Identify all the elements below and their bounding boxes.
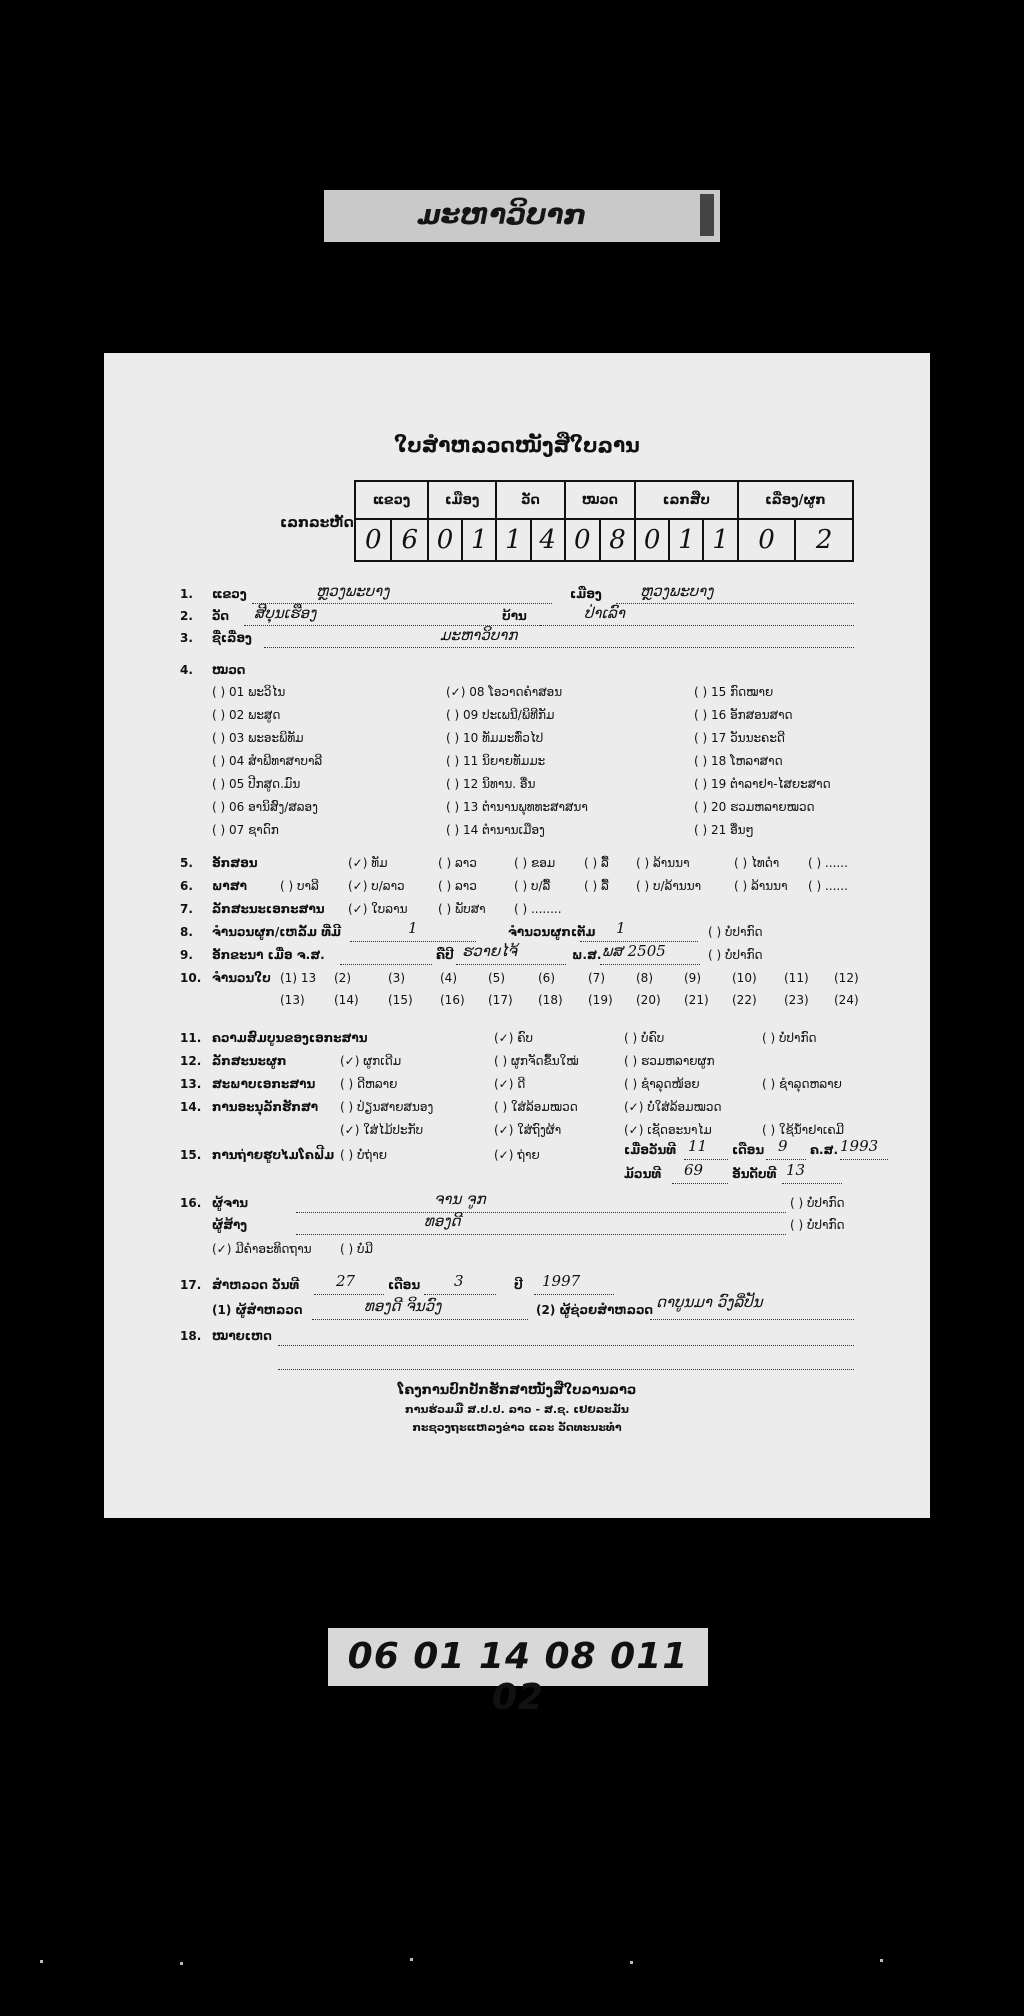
fascicle-type-option[interactable]: ( ) ຮວມຫລາຍຜູກ [624, 1054, 715, 1068]
full-fascicle-label: ຈຳນວນຜູກເຕັມ [508, 925, 596, 939]
leaf-count-cell: (9) [684, 971, 701, 985]
district-label: ເມືອງ [570, 587, 602, 601]
province-value: ຫຼວງພະບາງ [316, 582, 390, 600]
script-option[interactable]: ( ) ...... [808, 856, 848, 870]
row-number: 5. [180, 856, 193, 870]
condition-option[interactable]: ( ) ຊຳລຸດໜ້ອຍ [624, 1077, 700, 1091]
category-option[interactable]: ( ) 14 ຕຳນານເມືອງ [446, 823, 545, 837]
roll-label: ມ້ວນທີ [624, 1167, 662, 1181]
row-number: 18. [180, 1329, 202, 1343]
row-number: 7. [180, 902, 193, 916]
script-option[interactable]: (✓) ທັມ [348, 856, 388, 870]
condition-label: ສະພາບເອກະສານ [212, 1077, 316, 1091]
colophon-option[interactable]: ( ) ບໍ່ມີ [340, 1242, 373, 1256]
microfilm-year-label: ຄ.ສ. [810, 1143, 839, 1157]
category-option[interactable]: ( ) 10 ທັມມະທົ່ວໄປ [446, 731, 544, 745]
category-option[interactable]: ( ) 05 ປີກສູດ.ມົນ [212, 777, 301, 791]
dotted-line [350, 941, 476, 942]
microfilm-year: 1993 [840, 1137, 879, 1155]
completeness-label: ຄວາມສົມບູນຂອງເອກະສານ [212, 1031, 368, 1045]
dotted-line [840, 1159, 888, 1160]
dotted-line [264, 647, 854, 648]
language-option[interactable]: ( ) ລື້ [584, 879, 609, 893]
leaf-count-cell: (8) [636, 971, 653, 985]
dotted-line [296, 1212, 786, 1213]
row-number: 13. [180, 1077, 202, 1091]
village-value: ປ່າເລົາ [584, 604, 625, 622]
leaf-count-cell: (16) [440, 993, 465, 1007]
category-option[interactable]: ( ) 06 ອານິສົງ/ສລອງ [212, 800, 318, 814]
code-digit: 6 [391, 519, 428, 561]
fascicle-type-option[interactable]: ( ) ຜູກຈັດຂຶ້ນໃໝ່ [494, 1054, 579, 1068]
year-name-value: ຮວາຍໄຈ້ [462, 942, 517, 960]
not-shown-option[interactable]: ( ) ບໍ່ປາກົດ [790, 1218, 845, 1232]
frame-value: 13 [786, 1161, 806, 1179]
dotted-line [600, 964, 700, 965]
preservation-option[interactable]: (✓) ໃສ່ຖົງຜ້າ [494, 1123, 562, 1137]
script-label: ອັກສອນ [212, 856, 258, 870]
row-number: 2. [180, 609, 193, 623]
preservation-option[interactable]: ( ) ໃສ່ລ້ອມໝວດ [494, 1100, 578, 1114]
assistant-label: (2) ຜູ້ຊ່ວຍສຳຫລວດ [536, 1303, 654, 1317]
district-value: ຫຼວງພະບາງ [640, 582, 714, 600]
leaf-count-cell: (15) [388, 993, 413, 1007]
leaf-count-cell: (18) [538, 993, 563, 1007]
microfilm-label: ການຖ່າຍຮູບໄມໂຄຟີມ [212, 1148, 335, 1162]
code-header-fascicle: ເລື່ອງ/ຜູກ [738, 481, 853, 519]
be-year-value: ພສ 2505 [602, 942, 666, 960]
microfilm-month: 9 [778, 1137, 788, 1155]
language-option[interactable]: (✓) ບ/ລາວ [348, 879, 405, 893]
code-digit: 4 [531, 519, 565, 561]
year-name-label: ຄືປີ [436, 948, 454, 962]
film-noise [410, 1958, 413, 1961]
full-fascicle-value: 1 [616, 919, 626, 937]
category-option[interactable]: ( ) 12 ນິທານ. ອື່ນ [446, 777, 536, 791]
not-shown-option[interactable]: ( ) ບໍ່ປາກົດ [708, 925, 763, 939]
category-option[interactable]: ( ) 17 ວັນນະຄະດີ [694, 731, 785, 745]
script-option[interactable]: ( ) ລ້ານນາ [636, 856, 690, 870]
village-label: ບ້ານ [502, 609, 527, 623]
category-option[interactable]: ( ) 03 ພະອະພິທັມ [212, 731, 304, 745]
row-number: 14. [180, 1100, 202, 1114]
code-digit: 0 [428, 519, 462, 561]
dotted-line [424, 1294, 496, 1295]
preservation-option[interactable]: (✓) ໃສ່ໄມ້ປະກັບ [340, 1123, 424, 1137]
title-label: ຊື່ເລື່ອງ [212, 631, 252, 645]
surveyor-label: (1) ຜູ້ສຳຫລວດ [212, 1303, 303, 1317]
dotted-line [540, 625, 854, 626]
category-label: ໝວດ [212, 663, 246, 677]
survey-year: 1997 [542, 1272, 581, 1290]
dotted-line [312, 1319, 528, 1320]
film-noise [40, 1960, 43, 1963]
row-number: 10. [180, 971, 202, 985]
film-noise [880, 1959, 883, 1962]
dotted-line [616, 603, 854, 604]
code-digit: 0 [355, 519, 391, 561]
form-title: ໃບສຳຫລວດໜັງສືໃບລານ [394, 433, 640, 457]
code-header-province: ແຂວງ [355, 481, 428, 519]
leaf-count-cell: (1) 13 [280, 971, 317, 985]
surveyor-value: ທອງດີ ຈິນວົງ [364, 1297, 442, 1315]
title-card [324, 190, 720, 242]
preservation-label: ການອະນຸລັກຮັກສາ [212, 1100, 319, 1114]
dotted-line [534, 1294, 614, 1295]
dotted-line [650, 1319, 854, 1320]
category-option[interactable]: ( ) 21 ອື່ນໆ [694, 823, 754, 837]
leaf-count-cell: (12) [834, 971, 859, 985]
temple-label: ວັດ [212, 609, 230, 623]
fascicle-type-option[interactable]: (✓) ຜູກເດີມ [340, 1054, 402, 1068]
frame-label: ອັນດັບທີ [732, 1167, 777, 1181]
completeness-option[interactable]: (✓) ຄົບ [494, 1031, 533, 1045]
manuscript-number-card [328, 1628, 708, 1718]
condition-option[interactable]: ( ) ຊຳລຸດຫລາຍ [762, 1077, 842, 1091]
dotted-line [340, 964, 432, 965]
leaf-count-cell: (24) [834, 993, 859, 1007]
script-option[interactable]: ( ) ລາວ [438, 856, 477, 870]
fascicle-count-value: 1 [408, 919, 418, 937]
survey-year-label: ປີ [514, 1278, 523, 1292]
title-card-text: ມະຫາວິບາກ [417, 198, 587, 231]
category-option[interactable]: ( ) 01 ພະວິໄນ [212, 685, 286, 699]
language-option[interactable]: ( ) ...... [808, 879, 848, 893]
code-header-temple: ວັດ [496, 481, 564, 519]
code-digit: 0 [738, 519, 796, 561]
language-option[interactable]: ( ) ບ/ລື້ [514, 879, 551, 893]
row-number: 1. [180, 587, 193, 601]
be-label: ພ.ສ. [572, 948, 602, 962]
donor-label: ຜູ້ສ້າງ [212, 1218, 248, 1232]
row-number: 8. [180, 925, 193, 939]
inscription-date-label: ອັກຂະນາ ເມື່ອ ຈ.ສ. [212, 948, 325, 962]
category-option[interactable]: ( ) 19 ຕຳລາຢາ-ໄສຍະສາດ [694, 777, 831, 791]
code-header-category: ໝວດ [565, 481, 635, 519]
preservation-option[interactable]: (✓) ບໍ່ໃສ່ລ້ອມໝວດ [624, 1100, 722, 1114]
script-option[interactable]: ( ) ລື້ [584, 856, 609, 870]
category-option[interactable]: ( ) 20 ຮວມຫລາຍໝວດ [694, 800, 815, 814]
code-label: ເລກລະຫັດ [280, 515, 354, 531]
row-number: 11. [180, 1031, 202, 1045]
leaf-count-cell: (3) [388, 971, 405, 985]
leaves-label: ຈຳນວນໃບ [212, 971, 271, 985]
preservation-option[interactable]: ( ) ປ່ຽນສາຍສນອງ [340, 1100, 434, 1114]
dotted-line [456, 964, 566, 965]
material-option[interactable]: ( ) ........ [514, 902, 562, 916]
leaf-count-cell: (6) [538, 971, 555, 985]
leaf-count-cell: (13) [280, 993, 305, 1007]
survey-month: 3 [454, 1272, 464, 1290]
footer-line: ໂຄງການປົກປັກຮັກສາໜັງສືໃບລານລາວ [397, 1383, 637, 1398]
leaf-count-cell: (2) [334, 971, 351, 985]
dotted-line [278, 1345, 854, 1346]
condition-option[interactable]: ( ) ດີຫລາຍ [340, 1077, 398, 1091]
notes-label: ໝາຍເຫດ [212, 1329, 272, 1343]
colophon-option[interactable]: (✓) ມີຄຳອະທິດຖານ [212, 1242, 312, 1256]
code-digit: 2 [795, 519, 853, 561]
preservation-option[interactable]: (✓) ເຊັດອະນາໄມ [624, 1123, 712, 1137]
temple-value: ສີບຸນເຮືອງ [254, 604, 317, 622]
category-option[interactable]: ( ) 07 ຊາດົກ [212, 823, 279, 837]
category-option[interactable]: ( ) 11 ນິຍາຍທັມມະ [446, 754, 546, 768]
dotted-line [782, 1183, 842, 1184]
category-option[interactable]: ( ) 16 ອັກສອນສາດ [694, 708, 793, 722]
preservation-option[interactable]: ( ) ໃຊ້ນ້ຳຢາເຄມີ [762, 1123, 845, 1137]
row-number: 15. [180, 1148, 202, 1162]
script-option[interactable]: ( ) ໄທດຳ [734, 856, 780, 870]
fascicle-type-label: ລັກສະນະຜູກ [212, 1054, 287, 1068]
donor-value: ທອງດີ [424, 1212, 461, 1230]
survey-day: 27 [336, 1272, 356, 1290]
material-label: ລັກສະນະເອກະສານ [212, 902, 325, 916]
category-option[interactable]: ( ) 13 ຕຳນານພຸທທະສາສນາ [446, 800, 588, 814]
code-digit: 0 [565, 519, 600, 561]
survey-form-sheet [104, 353, 930, 1518]
leaf-count-cell: (5) [488, 971, 505, 985]
material-option[interactable]: ( ) ພັບສາ [438, 902, 486, 916]
code-header-serial: ເລກສືບ [635, 481, 738, 519]
fascicle-count-label: ຈຳນວນຜູກ/ເຫລັ້ມ ທີ່ມີ [212, 925, 342, 939]
row-number: 4. [180, 663, 193, 677]
language-option[interactable]: ( ) ລາວ [438, 879, 477, 893]
leaf-count-cell: (21) [684, 993, 709, 1007]
footer-line: ກະຊວງຖະແຫລງຂ່າວ ແລະ ວັດທະນະທຳ [412, 1421, 622, 1434]
leaf-count-cell: (11) [784, 971, 809, 985]
code-digit: 1 [669, 519, 703, 561]
footer-line: ການຮ່ວມມື ສ.ປ.ປ. ລາວ - ສ.ຊ. ເຢຍລະມັນ [405, 1403, 629, 1416]
category-option[interactable]: ( ) 09 ປະເພນີ/ພິທີກັມ [446, 708, 555, 722]
film-noise [180, 1962, 183, 1965]
microfilm-option[interactable]: (✓) ຖ່າຍ [494, 1148, 540, 1162]
microfilm-day: 11 [688, 1137, 708, 1155]
language-option[interactable]: ( ) ບາລີ [280, 879, 319, 893]
row-number: 9. [180, 948, 193, 962]
province-label: ແຂວງ [212, 587, 247, 601]
scribe-label: ຜູ້ຈານ [212, 1196, 249, 1210]
roll-value: 69 [684, 1161, 704, 1179]
film-noise [630, 1961, 633, 1964]
row-number: 3. [180, 631, 193, 645]
material-option[interactable]: (✓) ໃບລານ [348, 902, 408, 916]
title-value: ມະຫາວິບາກ [440, 626, 518, 644]
row-number: 16. [180, 1196, 202, 1210]
dotted-line [314, 1294, 384, 1295]
leaf-count-cell: (4) [440, 971, 457, 985]
not-shown-option[interactable]: ( ) ບໍ່ປາກົດ [708, 948, 763, 962]
category-option[interactable]: ( ) 15 ກົດໝາຍ [694, 685, 774, 699]
manuscript-number: 06 01 14 08 011 02 [347, 1636, 689, 1718]
survey-date-label: ສຳຫລວດ ວັນທີ [212, 1278, 300, 1292]
microfilm-month-label: ເດືອນ [732, 1143, 765, 1157]
dotted-line [684, 1159, 728, 1160]
row-number: 12. [180, 1054, 202, 1068]
dotted-line [766, 1159, 806, 1160]
dotted-line [672, 1183, 728, 1184]
row-number: 6. [180, 879, 193, 893]
condition-option[interactable]: (✓) ດີ [494, 1077, 526, 1091]
survey-month-label: ເດືອນ [388, 1278, 421, 1292]
script-option[interactable]: ( ) ຂອມ [514, 856, 556, 870]
leaf-count-cell: (10) [732, 971, 757, 985]
scribe-value: ຈານ ຈູກ [434, 1190, 486, 1208]
leaf-count-cell: (20) [636, 993, 661, 1007]
code-digit: 1 [462, 519, 496, 561]
leaf-count-cell: (17) [488, 993, 513, 1007]
leaf-count-cell: (23) [784, 993, 809, 1007]
completeness-option[interactable]: ( ) ບໍ່ປາກົດ [762, 1031, 817, 1045]
code-digit: 1 [496, 519, 530, 561]
assistant-value: ດາບູນມາ ວົງລີ່ປັນ [656, 1293, 763, 1311]
completeness-option[interactable]: ( ) ບໍ່ຄົບ [624, 1031, 665, 1045]
leaf-count-cell: (14) [334, 993, 359, 1007]
title-card-mark [700, 194, 714, 236]
microfilm-option[interactable]: ( ) ບໍ່ຖ່າຍ [340, 1148, 387, 1162]
dotted-line [296, 1234, 786, 1235]
category-option[interactable]: ( ) 18 ໂຫລາສາດ [694, 754, 783, 768]
language-option[interactable]: ( ) ບ/ລ້ານນາ [636, 879, 702, 893]
row-number: 17. [180, 1278, 202, 1292]
code-table [354, 480, 854, 562]
leaf-count-cell: (22) [732, 993, 757, 1007]
category-option[interactable]: ( ) 02 ພະສູດ [212, 708, 281, 722]
code-digit: 1 [703, 519, 737, 561]
not-shown-option[interactable]: ( ) ບໍ່ປາກົດ [790, 1196, 845, 1210]
code-header-district: ເມືອງ [428, 481, 496, 519]
language-label: ພາສາ [212, 879, 247, 893]
code-digit: 0 [635, 519, 669, 561]
microfilm-date-label: ເມື່ອວັນທີ [624, 1143, 677, 1157]
leaf-count-cell: (19) [588, 993, 613, 1007]
category-option[interactable]: ( ) 04 ສຳພີທາສາບາລີ [212, 754, 323, 768]
category-option[interactable]: (✓) 08 ໂອວາດຄຳສອນ [446, 685, 563, 699]
dotted-line [278, 1369, 854, 1370]
language-option[interactable]: ( ) ລ້ານນາ [734, 879, 788, 893]
leaf-count-cell: (7) [588, 971, 605, 985]
code-digit: 8 [600, 519, 635, 561]
